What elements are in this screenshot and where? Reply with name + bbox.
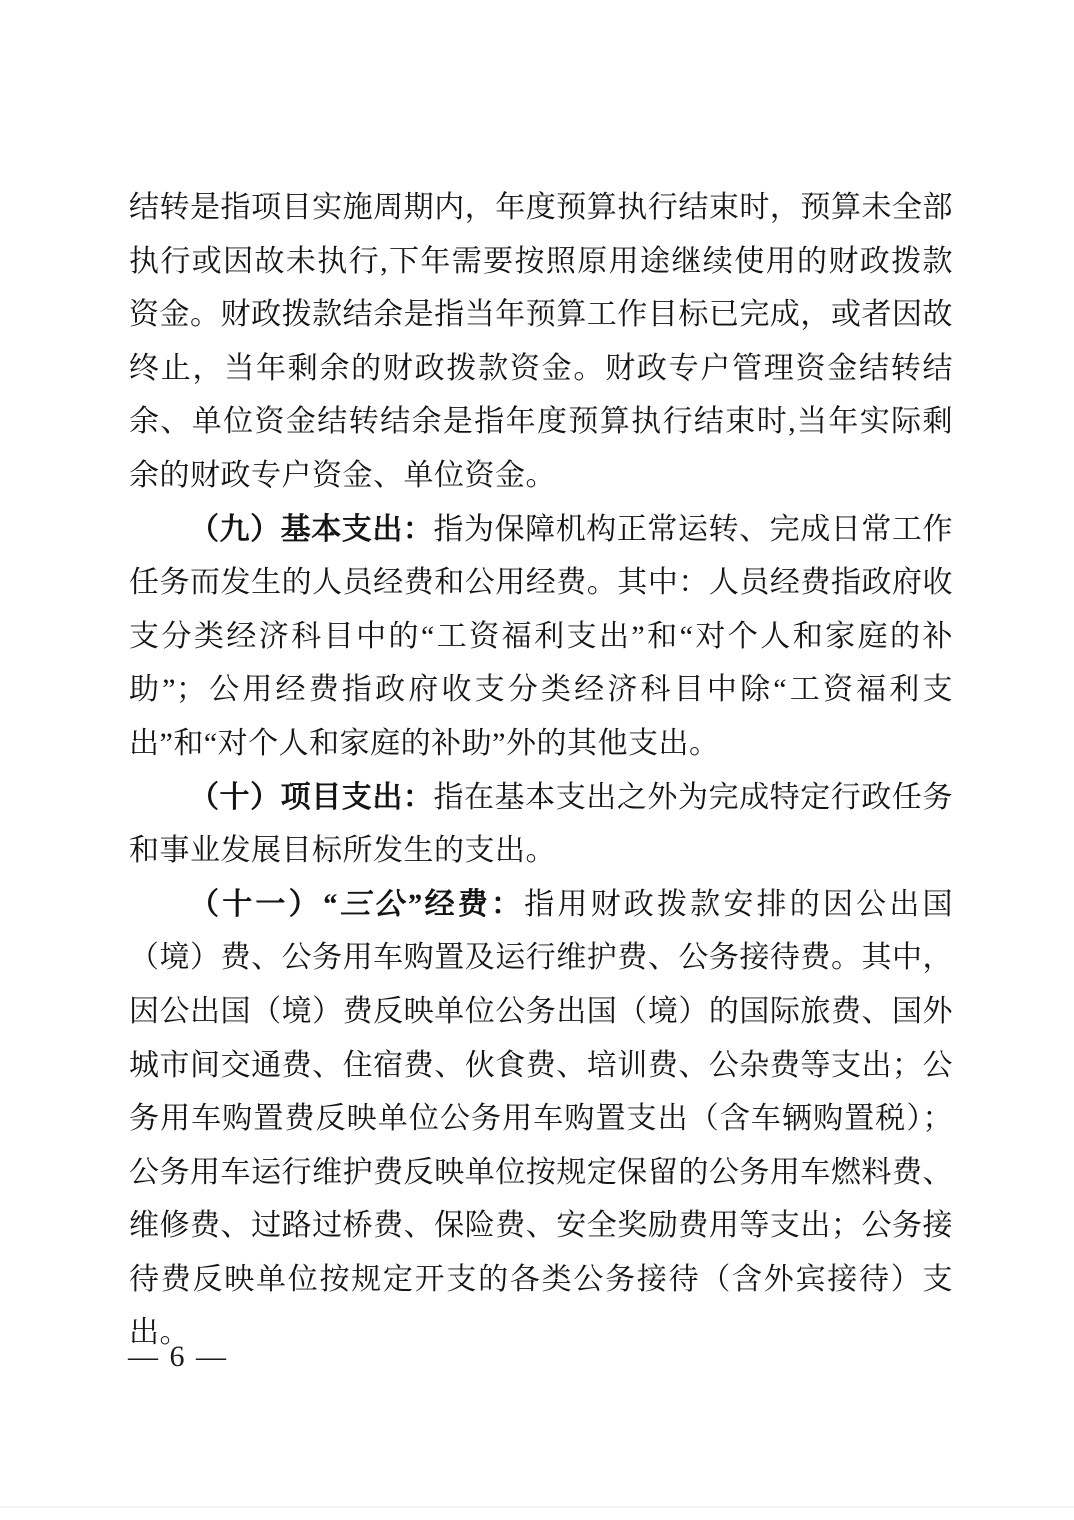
paragraph-heading: （九）基本支出： [189, 512, 434, 546]
paragraph [129, 878, 953, 1360]
paragraph-heading: （十）项目支出： [189, 780, 434, 814]
scan-artifact-line [0, 1506, 1074, 1508]
paragraph-text: 指用财政拨款安排的因公出国（境）费、公务用车购置及运行维护费、公务接待费。其中，因公出国（境）费反映单位公务出国（境）的国际旅费、国外城市间交通费、住宿费、伙食费、培训费、公杂费等支出；公务用车购置费反映单位公务用车购置支出（含车辆购置税）；公务用车运行维护费反映单位按规定保留的公务用车燃料费、维修费、过路过桥费、保险费、安全奖励费用等支出；公务接待费反映单位按规定开支的各类公务接待（含外宾接待）支出。 [129, 887, 954, 1350]
paragraph-heading: 经费： [421, 887, 525, 921]
paragraph-heading: “三公” [321, 887, 422, 921]
paragraph-heading: （十一） [189, 887, 322, 921]
paragraph [129, 771, 953, 878]
paragraph-text: 指在基本支出之外为完成特定行政任务和事业发展目标所发生的支出。 [129, 780, 953, 868]
page-number: — 6 — [128, 1340, 228, 1373]
paragraph-text: 结转是指项目实施周期内，年度预算执行结束时，预算未全部执行或因故未执行,下年需要按照原用途继续使用的财政拨款资金。财政拨款结余是指当年预算工作目标已完成，或者因故终止，当年剩余的财政拨款资金。财政专户管理资金结转结余、单位资金结转结余是指年度预算执行结束时,当年实际剩余的财政专户资金、单位资金。 [129, 191, 953, 492]
paragraph [129, 503, 953, 771]
page-footer [128, 1340, 228, 1374]
paragraph-text: 指为保障机构正常运转、完成日常工作任务而发生的人员经费和公用经费。其中：人员经费指政府收支分类经济科目中的“工资福利支出”和“对个人和家庭的补助”；公用经费指政府收支分类经济科目中除“工资福利支出”和“对个人和家庭的补助”外的其他支出。 [129, 512, 953, 760]
body-text [129, 181, 953, 1360]
paragraph [129, 181, 953, 503]
